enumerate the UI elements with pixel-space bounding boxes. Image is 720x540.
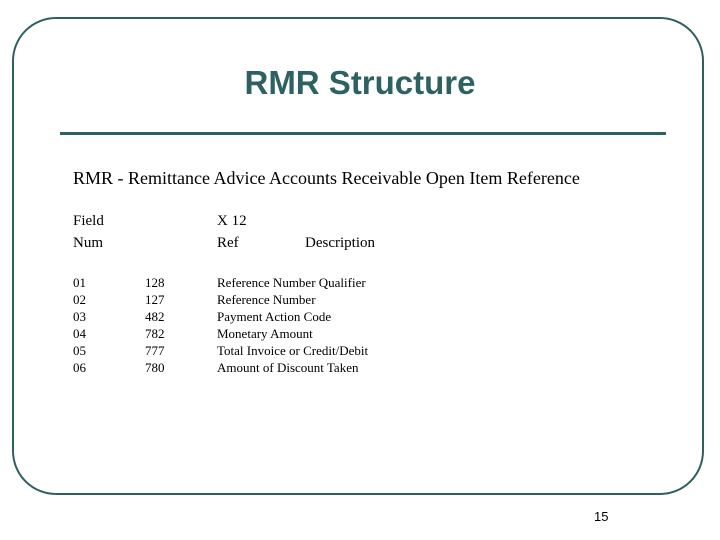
title-divider <box>60 132 666 135</box>
table-row <box>0 326 720 343</box>
table-row <box>0 275 720 292</box>
row-description: Payment Action Code <box>217 309 332 324</box>
slide-title: RMR Structure <box>244 64 476 101</box>
page-number: 15 <box>594 509 609 524</box>
row-ref: 128 <box>145 275 165 290</box>
row-field: 02 <box>73 292 86 307</box>
table-row <box>0 309 720 326</box>
row-field: 01 <box>73 275 86 290</box>
row-ref: 780 <box>145 360 165 375</box>
row-field: 05 <box>73 343 86 358</box>
header-num: Num <box>73 235 103 251</box>
row-description: Amount of Discount Taken <box>217 360 359 375</box>
row-ref: 482 <box>145 309 165 324</box>
row-ref: 782 <box>145 326 165 341</box>
row-field: 06 <box>73 360 86 375</box>
row-field: 04 <box>73 326 86 341</box>
slide-subtitle: RMR - Remittance Advice Accounts Receivable Open Item Reference <box>73 168 580 188</box>
row-description: Total Invoice or Credit/Debit <box>217 343 369 358</box>
row-ref: 127 <box>145 292 165 307</box>
header-x12: X 12 <box>217 213 247 229</box>
header-field: Field <box>73 213 104 229</box>
table-row <box>0 360 720 377</box>
row-ref: 777 <box>145 343 165 358</box>
row-description: Monetary Amount <box>217 326 313 341</box>
row-field: 03 <box>73 309 86 324</box>
row-description: Reference Number Qualifier <box>217 275 366 290</box>
header-description: Description <box>305 235 375 251</box>
row-description: Reference Number <box>217 292 316 307</box>
header-ref: Ref <box>217 235 239 251</box>
table-row <box>0 343 720 360</box>
table-row <box>0 292 720 309</box>
